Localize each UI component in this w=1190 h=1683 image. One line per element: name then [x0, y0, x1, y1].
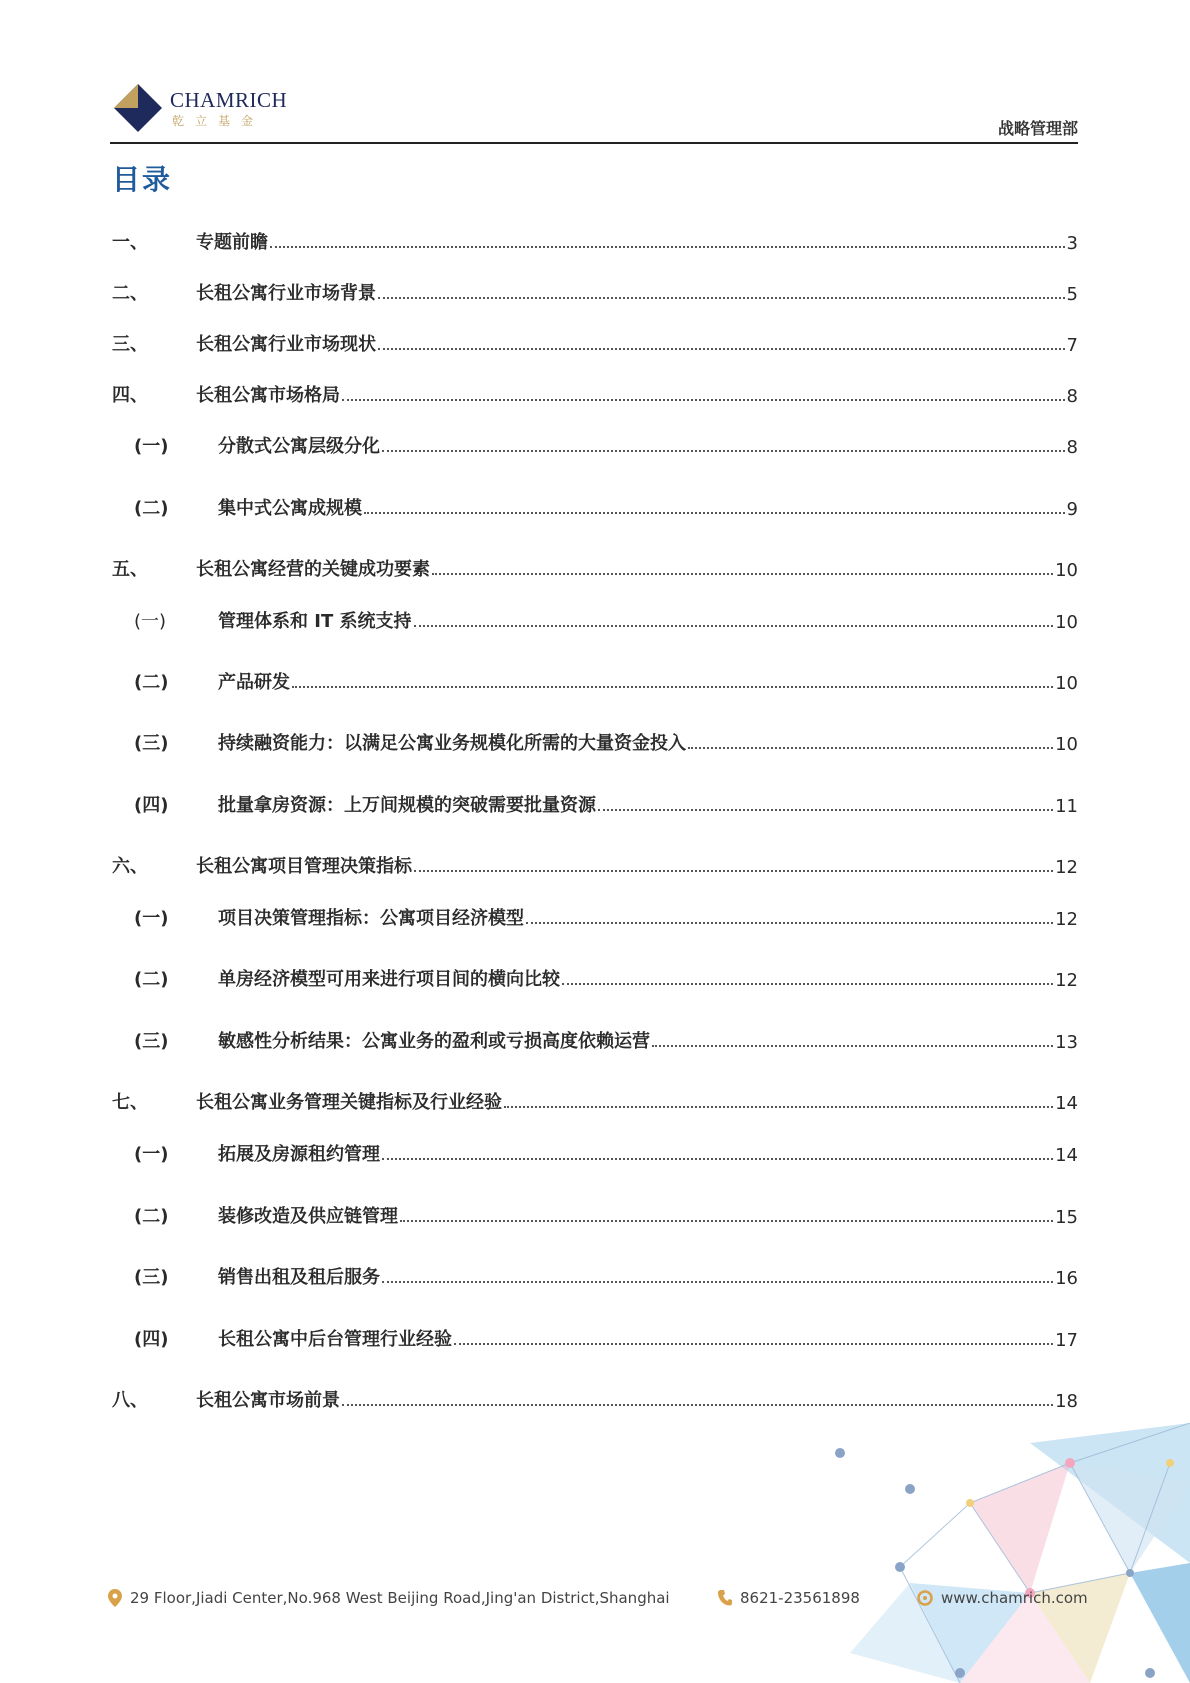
footer-address	[108, 1589, 670, 1607]
footer-phone	[718, 1589, 860, 1607]
toc-leader	[378, 296, 1065, 299]
address-text: 29 Floor,Jiadi Center,No.968 West Beijing Road,Jing'an District,Shanghai	[130, 1589, 670, 1607]
toc-page: 13	[1055, 1032, 1078, 1053]
toc-number: (二)	[134, 672, 169, 693]
toc-text: 长租公寓行业市场现状	[196, 334, 376, 355]
toc-number: 四、	[112, 385, 148, 406]
toc-subentry[interactable]	[134, 1259, 1078, 1289]
toc-leader	[526, 921, 1053, 924]
toc-number: (一)	[134, 611, 167, 632]
phone-text: 8621-23561898	[740, 1589, 860, 1607]
toc-page: 7	[1066, 335, 1078, 356]
toc-entry[interactable]	[112, 1084, 1078, 1114]
toc-leader	[342, 1403, 1053, 1406]
toc-number: (三)	[134, 1031, 169, 1052]
toc-text: 产品研发	[218, 672, 290, 693]
toc-number: (三)	[134, 733, 169, 754]
web-icon	[917, 1590, 933, 1606]
toc-number: 五、	[112, 559, 148, 580]
location-pin-icon	[108, 1589, 122, 1607]
toc-leader	[432, 572, 1053, 575]
toc-page: 10	[1055, 560, 1078, 581]
toc-number: 三、	[112, 334, 148, 355]
logo-diamond-icon	[112, 82, 164, 134]
toc-page: 8	[1066, 437, 1078, 458]
toc-text: 长租公寓行业市场背景	[196, 283, 376, 304]
toc-text: 长租公寓项目管理决策指标	[196, 856, 412, 877]
toc-text: 持续融资能力：以满足公寓业务规模化所需的大量资金投入	[218, 733, 686, 754]
toc-subentry[interactable]	[134, 603, 1078, 633]
toc-subentry[interactable]	[134, 490, 1078, 520]
toc-number: 七、	[112, 1092, 148, 1113]
company-logo	[112, 82, 292, 136]
toc-number: (二)	[134, 969, 169, 990]
toc-page: 14	[1055, 1145, 1078, 1166]
toc-text: 长租公寓中后台管理行业经验	[218, 1329, 452, 1350]
toc-page: 10	[1055, 734, 1078, 755]
toc-number: (二)	[134, 1206, 169, 1227]
toc-text: 拓展及房源租约管理	[218, 1144, 380, 1165]
toc-subentry[interactable]	[134, 1136, 1078, 1166]
toc-subentry[interactable]	[134, 725, 1078, 755]
brand-cn: 乾立基金	[172, 114, 265, 128]
toc-leader	[562, 982, 1053, 985]
toc-text: 销售出租及租后服务	[218, 1267, 380, 1288]
toc-subentry[interactable]	[134, 1198, 1078, 1228]
toc-number: 二、	[112, 283, 148, 304]
toc-number: (四)	[134, 1329, 169, 1350]
toc-subentry[interactable]	[134, 428, 1078, 458]
toc-subentry[interactable]	[134, 664, 1078, 694]
toc-leader	[688, 746, 1053, 749]
toc-subentry[interactable]	[134, 1023, 1078, 1053]
toc-subentry[interactable]	[134, 787, 1078, 817]
toc-leader	[364, 511, 1065, 514]
toc-page: 15	[1055, 1207, 1078, 1228]
toc-text: 长租公寓市场前景	[196, 1390, 340, 1411]
toc-number: (一)	[134, 908, 169, 929]
toc-leader	[652, 1044, 1053, 1047]
toc-page: 16	[1055, 1268, 1078, 1289]
toc-page: 10	[1055, 673, 1078, 694]
toc-page: 12	[1055, 909, 1078, 930]
toc-text: 项目决策管理指标：公寓项目经济模型	[218, 908, 524, 929]
toc-page: 8	[1066, 386, 1078, 407]
toc-entry[interactable]	[112, 1382, 1078, 1412]
toc-entry[interactable]	[112, 224, 1078, 254]
toc-number: (一)	[134, 1144, 169, 1165]
toc-page: 5	[1066, 284, 1078, 305]
toc-text: 长租公寓经营的关键成功要素	[196, 559, 430, 580]
toc-number: 一、	[112, 232, 148, 253]
toc-leader	[378, 347, 1065, 350]
toc-leader	[598, 808, 1053, 811]
toc-number: (二)	[134, 498, 169, 519]
toc-leader	[382, 449, 1065, 452]
toc-subentry[interactable]	[134, 900, 1078, 930]
toc-text: 分散式公寓层级分化	[218, 436, 380, 457]
toc-number: 八、	[112, 1390, 148, 1411]
toc-page: 17	[1055, 1330, 1078, 1351]
toc-number: (一)	[134, 436, 169, 457]
toc-page: 12	[1055, 970, 1078, 991]
toc-page: 9	[1066, 499, 1078, 520]
decorative-network-graphic	[730, 1423, 1190, 1683]
footer-website[interactable]	[917, 1589, 1088, 1607]
toc-page: 14	[1055, 1093, 1078, 1114]
toc-leader	[382, 1157, 1053, 1160]
toc-page: 12	[1055, 857, 1078, 878]
toc-page: 18	[1055, 1391, 1078, 1412]
website-link[interactable]: www.chamrich.com	[941, 1589, 1088, 1607]
toc-leader	[270, 245, 1065, 248]
toc-number: (四)	[134, 795, 169, 816]
toc-text: 集中式公寓成规模	[218, 498, 362, 519]
toc-number: 六、	[112, 856, 148, 877]
toc-page: 11	[1055, 796, 1078, 817]
toc-leader	[382, 1280, 1053, 1283]
toc-text: 批量拿房资源：上万间规模的突破需要批量资源	[218, 795, 596, 816]
toc-page: 10	[1055, 612, 1078, 633]
toc-text: 装修改造及供应链管理	[218, 1206, 398, 1227]
toc-text: 专题前瞻	[196, 232, 268, 253]
toc-leader	[292, 685, 1053, 688]
toc-number: (三)	[134, 1267, 169, 1288]
toc-entry[interactable]	[112, 848, 1078, 878]
toc-entry[interactable]	[112, 377, 1078, 407]
toc-text: 管理体系和 IT 系统支持	[218, 611, 412, 632]
toc-leader	[504, 1105, 1053, 1108]
department-label: 战略管理部	[997, 119, 1078, 138]
toc-subentry[interactable]	[134, 961, 1078, 991]
header-divider	[110, 142, 1078, 144]
toc-subentry[interactable]	[134, 1321, 1078, 1351]
toc-title: 目录	[112, 163, 173, 196]
toc-leader	[400, 1219, 1053, 1222]
toc-text: 长租公寓市场格局	[196, 385, 340, 406]
toc-entry[interactable]	[112, 326, 1078, 356]
toc-text: 单房经济模型可用来进行项目间的横向比较	[218, 969, 560, 990]
toc-text: 敏感性分析结果：公寓业务的盈利或亏损高度依赖运营	[218, 1031, 650, 1052]
brand-name: CHAMRICH	[170, 88, 288, 112]
phone-icon	[718, 1589, 732, 1607]
toc-entry[interactable]	[112, 551, 1078, 581]
toc-entry[interactable]	[112, 275, 1078, 305]
toc-leader	[454, 1342, 1053, 1345]
toc-leader	[414, 869, 1053, 872]
toc-leader	[342, 398, 1065, 401]
toc-text: 长租公寓业务管理关键指标及行业经验	[196, 1092, 502, 1113]
toc-leader	[414, 624, 1054, 627]
toc-page: 3	[1066, 233, 1078, 254]
